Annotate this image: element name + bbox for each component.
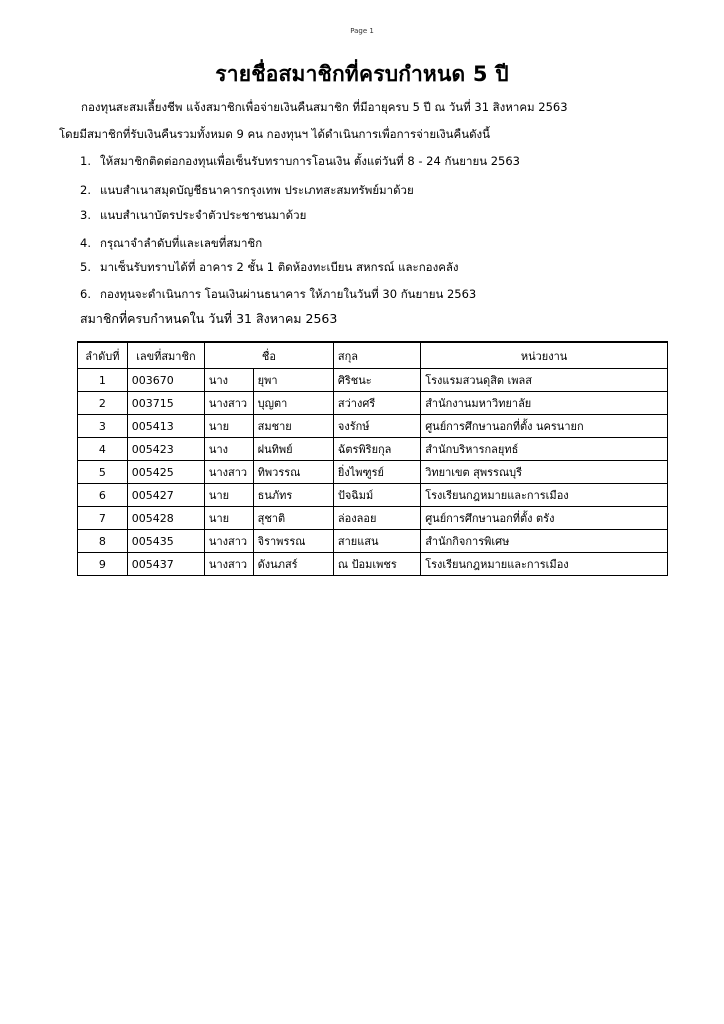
cell-first-name: ยุพา	[253, 369, 333, 392]
cell-first-name: สมชาย	[253, 415, 333, 438]
table-row	[78, 461, 668, 484]
table-subtitle: สมาชิกที่ครบกำหนดใน วันที่ 31 สิงหาคม 2563	[80, 311, 338, 326]
instruction-item	[80, 207, 306, 225]
cell-unit: โรงเรียนกฎหมายและการเมือง	[421, 553, 668, 576]
cell-first-name: ดังนภสร์	[253, 553, 333, 576]
cell-first-name: สุชาติ	[253, 507, 333, 530]
instruction-number: 2.	[80, 183, 91, 197]
cell-unit: ศูนย์การศึกษานอกที่ตั้ง นครนายก	[421, 415, 668, 438]
cell-member-id: 005425	[127, 461, 204, 484]
header-member-id: เลขที่สมาชิก	[127, 342, 204, 369]
cell-seq: 8	[78, 530, 128, 553]
cell-surname: สว่างศรี	[333, 392, 420, 415]
instruction-item	[80, 153, 520, 171]
cell-surname: สายแสน	[333, 530, 420, 553]
instruction-number: 3.	[80, 208, 91, 222]
intro-line-1: กองทุนสะสมเลี้ยงชีพ แจ้งสมาชิกเพื่อจ่ายเงินคืนสมาชิก ที่มีอายุครบ 5 ปี ณ วันที่ 31 สิงหาคม 2563	[81, 100, 568, 114]
instruction-text: แนบสำเนาสมุดบัญชีธนาคารกรุงเทพ ประเภทสะสมทรัพย์มาด้วย	[100, 183, 414, 197]
cell-prefix: นาง	[204, 438, 253, 461]
table-row	[78, 553, 668, 576]
cell-member-id: 005423	[127, 438, 204, 461]
table-row	[78, 484, 668, 507]
cell-member-id: 005413	[127, 415, 204, 438]
instruction-item	[80, 259, 459, 277]
instruction-item	[80, 182, 414, 200]
cell-seq: 5	[78, 461, 128, 484]
header-seq: ลำดับที่	[78, 342, 128, 369]
header-surname: สกุล	[333, 342, 420, 369]
cell-unit: สำนักงานมหาวิทยาลัย	[421, 392, 668, 415]
instruction-number: 5.	[80, 260, 91, 274]
cell-prefix: นาย	[204, 484, 253, 507]
instruction-text: มาเซ็นรับทราบได้ที่ อาคาร 2 ชั้น 1 ติดห้องทะเบียน สหกรณ์ และกองคลัง	[100, 260, 459, 274]
cell-unit: สำนักบริหารกลยุทธ์	[421, 438, 668, 461]
cell-surname: จงรักษ์	[333, 415, 420, 438]
table-row	[78, 392, 668, 415]
instruction-number: 1.	[80, 154, 91, 168]
table-row	[78, 507, 668, 530]
instruction-number: 4.	[80, 236, 91, 250]
intro-line-2: โดยมีสมาชิกที่รับเงินคืนรวมทั้งหมด 9 คน กองทุนฯ ได้ดำเนินการเพื่อการจ่ายเงินคืนดังนี้	[59, 127, 491, 141]
cell-seq: 2	[78, 392, 128, 415]
cell-prefix: นางสาว	[204, 392, 253, 415]
cell-prefix: นางสาว	[204, 461, 253, 484]
cell-member-id: 003670	[127, 369, 204, 392]
cell-first-name: บุญตา	[253, 392, 333, 415]
cell-surname: ยิ่งไพฑูรย์	[333, 461, 420, 484]
header-unit: หน่วยงาน	[421, 342, 668, 369]
cell-member-id: 005435	[127, 530, 204, 553]
table-row	[78, 530, 668, 553]
cell-member-id: 003715	[127, 392, 204, 415]
instruction-text: ให้สมาชิกติดต่อกองทุนเพื่อเซ็นรับทราบการโอนเงิน ตั้งแต่วันที่ 8 - 24 กันยายน 2563	[100, 154, 520, 168]
cell-prefix: นางสาว	[204, 553, 253, 576]
table-row	[78, 438, 668, 461]
instruction-text: กองทุนจะดำเนินการ โอนเงินผ่านธนาคาร ให้ภายในวันที่ 30 กันยายน 2563	[100, 287, 477, 301]
table-row	[78, 369, 668, 392]
page-label: Page 1	[350, 27, 374, 35]
cell-unit: โรงแรมสวนดุสิต เพลส	[421, 369, 668, 392]
cell-seq: 6	[78, 484, 128, 507]
cell-prefix: นาย	[204, 507, 253, 530]
instruction-text: กรุณาจำลำดับที่และเลขที่สมาชิก	[100, 236, 263, 250]
cell-seq: 3	[78, 415, 128, 438]
cell-surname: ล่องลอย	[333, 507, 420, 530]
instruction-item	[80, 286, 476, 304]
document-title: รายชื่อสมาชิกที่ครบกำหนด 5 ปี	[215, 62, 509, 86]
cell-surname: ศิริชนะ	[333, 369, 420, 392]
members-table	[77, 341, 668, 576]
cell-unit: วิทยาเขต สุพรรณบุรี	[421, 461, 668, 484]
cell-member-id: 005427	[127, 484, 204, 507]
cell-prefix: นางสาว	[204, 530, 253, 553]
cell-seq: 9	[78, 553, 128, 576]
cell-first-name: ฝนทิพย์	[253, 438, 333, 461]
header-name: ชื่อ	[204, 342, 333, 369]
table-header-row	[78, 342, 668, 369]
cell-member-id: 005428	[127, 507, 204, 530]
table-row	[78, 415, 668, 438]
cell-surname: ฉัตรพิริยกุล	[333, 438, 420, 461]
cell-surname: ณ ป้อมเพชร	[333, 553, 420, 576]
cell-unit: สำนักกิจการพิเศษ	[421, 530, 668, 553]
cell-member-id: 005437	[127, 553, 204, 576]
cell-unit: ศูนย์การศึกษานอกที่ตั้ง ตรัง	[421, 507, 668, 530]
cell-prefix: นาง	[204, 369, 253, 392]
cell-first-name: จิราพรรณ	[253, 530, 333, 553]
cell-seq: 1	[78, 369, 128, 392]
instruction-text: แนบสำเนาบัตรประจำตัวประชาชนมาด้วย	[100, 208, 307, 222]
instruction-item	[80, 235, 262, 253]
cell-first-name: ธนภัทร	[253, 484, 333, 507]
cell-prefix: นาย	[204, 415, 253, 438]
cell-seq: 7	[78, 507, 128, 530]
cell-surname: ปัจฉิมม์	[333, 484, 420, 507]
cell-first-name: ทิพวรรณ	[253, 461, 333, 484]
instruction-number: 6.	[80, 287, 91, 301]
cell-unit: โรงเรียนกฎหมายและการเมือง	[421, 484, 668, 507]
cell-seq: 4	[78, 438, 128, 461]
